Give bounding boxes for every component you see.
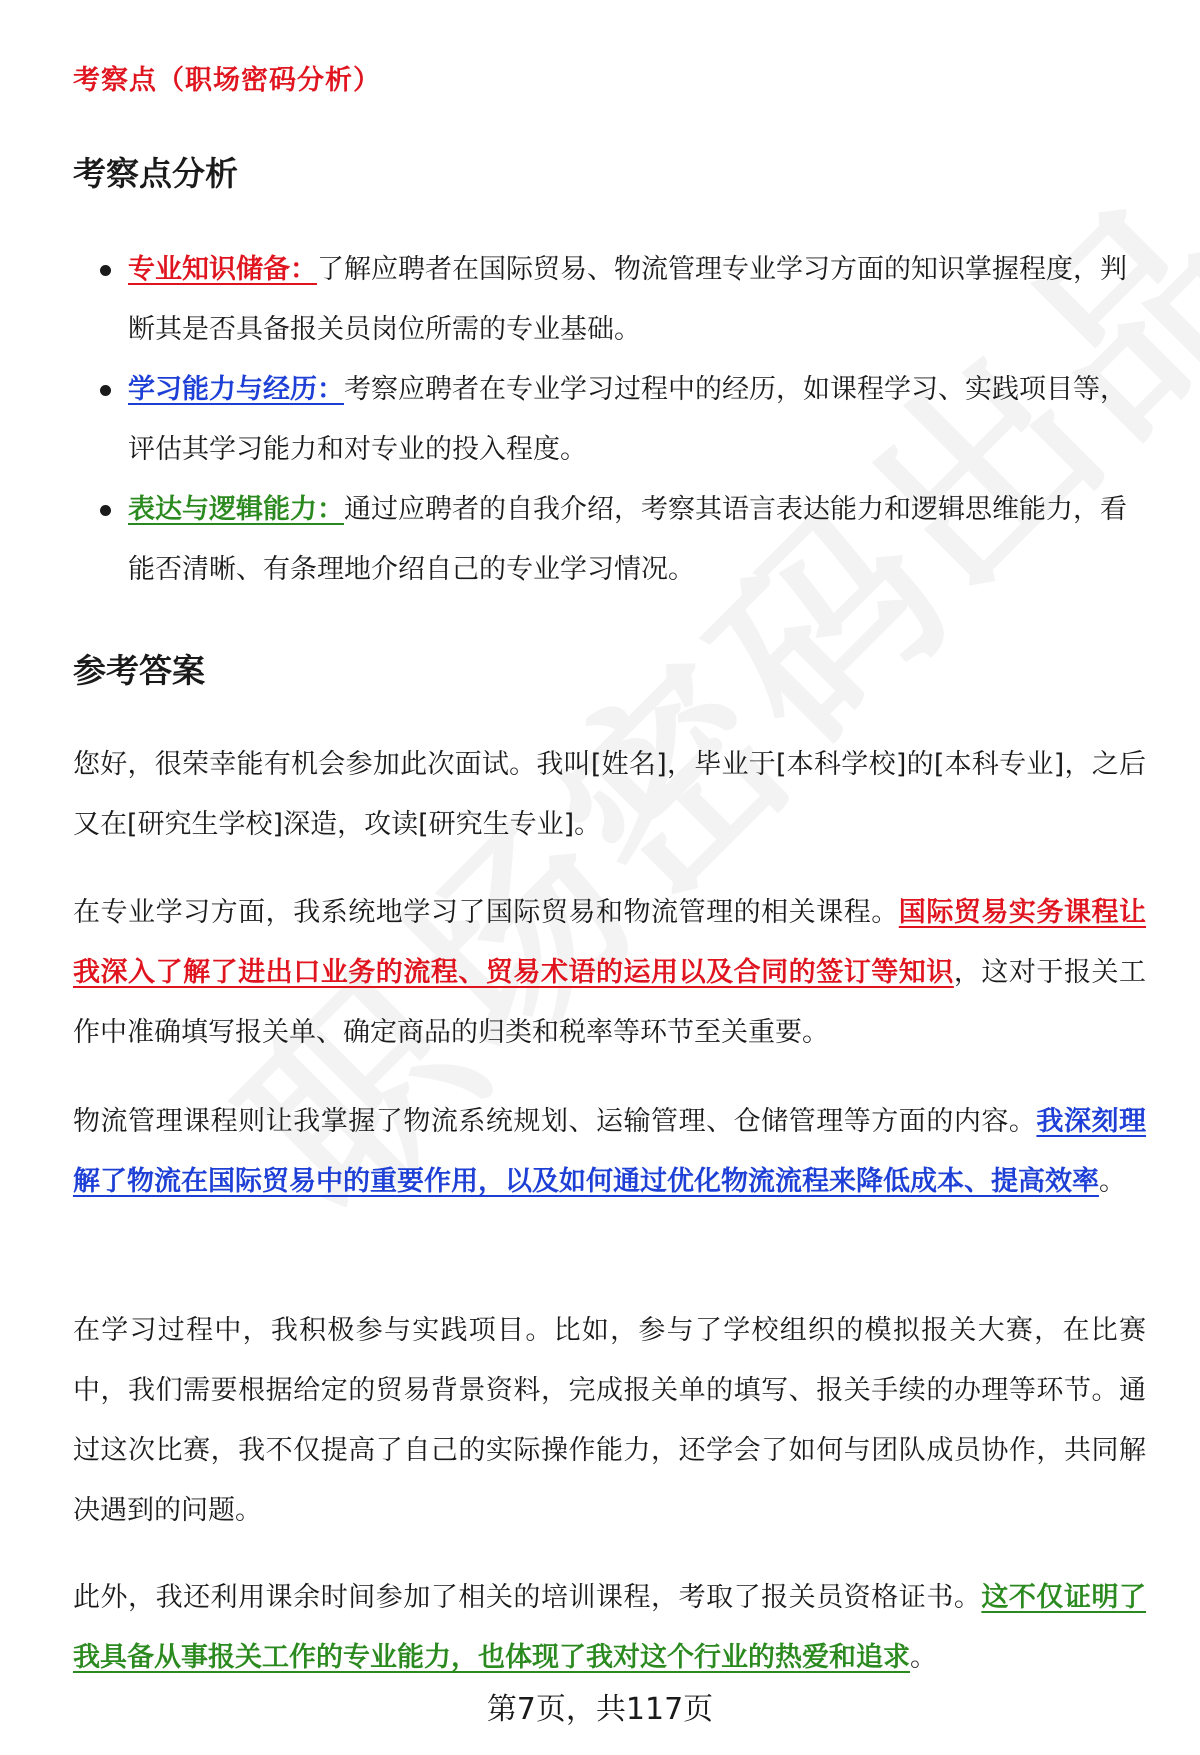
paragraph-text: 。 [1099, 1166, 1126, 1197]
section-tag: 考察点（职场密码分析） [73, 65, 381, 96]
paragraph-text: 在专业学习方面，我系统地学习了国际贸易和物流管理的相关课程。 [73, 897, 899, 928]
analysis-points-list [73, 240, 1146, 600]
list-item [73, 480, 1146, 600]
point-lead: 学习能力与经历： [128, 374, 344, 405]
paragraph-text: ，这对于报关工作中准确填写报关单、确定商品的归类和税率等环节至关重要。 [73, 957, 1147, 1048]
answer-paragraph [73, 1092, 1146, 1212]
bullet-icon [100, 385, 111, 396]
paragraph-text: 此外，我还利用课余时间参加了相关的培训课程，考取了报关员资格证书。 [73, 1582, 982, 1613]
paragraph-text: 在学习过程中，我积极参与实践项目。比如，参与了学校组织的模拟报关大赛，在比赛中，我们需要根据给定的贸易背景资料，完成报关单的填写、报关手续的办理等环节。通过这次比赛，我不仅提高了自己的实际操作能力，还学会了如何与团队成员协作，共同解决遇到的问题。 [73, 1315, 1146, 1526]
paragraph-text: 您好，很荣幸能有机会参加此次面试。我叫[姓名]，毕业于[本科学校]的[本科专业]，之后又在[研究生学校]深造，攻读[研究生专业]。 [73, 749, 1146, 840]
answer-paragraph [73, 735, 1146, 855]
answer-paragraph [73, 883, 1146, 1063]
list-item [73, 360, 1146, 480]
highlighted-text: 国际贸易实务课程让我深入了解了进出口业务的流程、贸易术语的运用以及合同的签订等知识 [73, 897, 1147, 988]
point-lead: 表达与逻辑能力： [128, 494, 344, 525]
paragraph-text: 物流管理课程则让我掌握了物流系统规划、运输管理、仓储管理等方面的内容。 [73, 1106, 1037, 1137]
analysis-heading: 考察点分析 [73, 154, 238, 193]
bullet-icon [100, 265, 111, 276]
point-lead: 专业知识储备： [128, 254, 317, 285]
bullet-icon [100, 505, 111, 516]
answer-paragraph [73, 1568, 1146, 1688]
point-text: 了解应聘者在国际贸易、物流管理专业学习方面的知识掌握程度，判断其是否具备报关员岗位所需的专业基础。 [128, 254, 1127, 345]
paragraph-text: 。 [910, 1642, 937, 1673]
list-item [73, 240, 1146, 360]
answer-heading: 参考答案 [73, 651, 205, 690]
highlighted-text: 我深刻理解了物流在国际贸易中的重要作用，以及如何通过优化物流流程来降低成本、提高效率 [73, 1106, 1147, 1197]
highlighted-text: 这不仅证明了我具备从事报关工作的专业能力，也体现了我对这个行业的热爱和追求 [73, 1582, 1147, 1673]
answer-paragraph [73, 1301, 1146, 1541]
point-text: 考察应聘者在专业学习过程中的经历，如课程学习、实践项目等，评估其学习能力和对专业的投入程度。 [128, 374, 1127, 465]
point-text: 通过应聘者的自我介绍，考察其语言表达能力和逻辑思维能力，看能否清晰、有条理地介绍自己的专业学习情况。 [128, 494, 1127, 585]
page-number: 第7页，共117页 [486, 1692, 714, 1727]
